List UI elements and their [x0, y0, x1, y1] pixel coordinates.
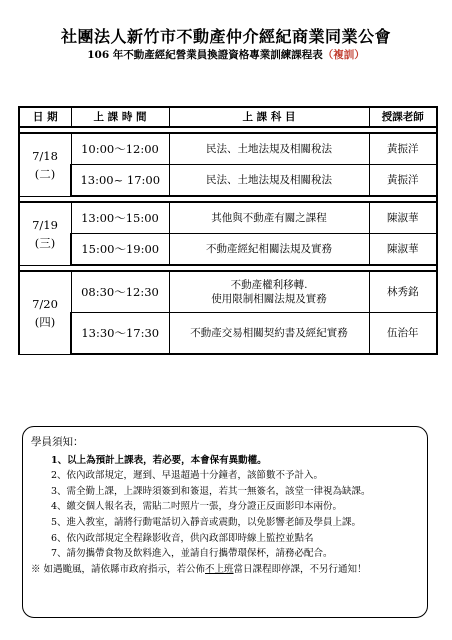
notes-item: 7、請勿攜帶食物及飲料進入，並請自行攜帶環保杯，請務必配合。: [51, 548, 333, 560]
subject-cell: 不動產交易相關契約書及經紀實務: [169, 313, 369, 355]
date-text: 7/19: [32, 217, 58, 232]
typhoon-notice-underlined: 不上班: [205, 563, 234, 575]
col-header-teacher: 授課老師: [369, 107, 437, 127]
table-row: [19, 202, 437, 234]
notes-item: 4、繳交個人報名表，需貼二吋照片一張，身分證正反面影印本兩份。: [51, 501, 343, 513]
course-schedule-table: [18, 106, 438, 355]
subject-line: 不動產權利移轉.: [230, 279, 308, 291]
table-row: [19, 165, 437, 197]
table-header-row: [19, 107, 437, 127]
date-cell: [19, 271, 71, 354]
notes-heading: 學員須知：: [31, 436, 84, 448]
time-cell: 10:00～12:00: [71, 133, 169, 165]
typhoon-notice-post: 當日課程即停課，不另行通知！: [233, 563, 367, 575]
time-cell: 13:30～17:30: [71, 313, 169, 355]
time-cell: 13:00~ 17:00: [71, 165, 169, 197]
subtitle-main: 106 年不動產經紀營業員換證資格專業訓練課程表: [87, 49, 323, 61]
teacher-cell: 黃振洋: [369, 165, 437, 197]
teacher-cell: 伍治年: [369, 313, 437, 355]
notes-item: 2、依內政部規定，遲到、早退超過十分鐘者，該節數不予計入。: [51, 470, 324, 482]
page-title: 社團法人新竹市不動產仲介經紀商業同業公會: [60, 27, 391, 46]
notes-item: 5、進入教室，請將行動電話切入靜音或震動，以免影響老師及學員上課。: [51, 516, 362, 528]
teacher-cell: 陳淑華: [369, 202, 437, 234]
date-text: 7/18: [32, 148, 58, 163]
time-cell: 13:00～15:00: [71, 202, 169, 234]
subtitle-accent: （複訓）: [322, 49, 365, 61]
date-text: 7/20: [32, 296, 58, 311]
subject-line: 使用限制相關法規及實務: [211, 293, 327, 305]
subject-cell: 民法、土地法規及相關稅法: [169, 133, 369, 165]
col-header-date: 日 期: [19, 107, 71, 127]
typhoon-notice-pre: ※ 如遇颱風，請依縣市政府指示，若公佈: [31, 563, 206, 575]
weekday-text: (四): [34, 314, 56, 329]
teacher-cell: 林秀銘: [369, 271, 437, 313]
subject-cell: 其他與不動產有關之課程: [169, 202, 369, 234]
table-row: [19, 313, 437, 355]
notes-item: 6、依內政部規定全程錄影收音，供內政部即時線上監控並點名: [51, 532, 314, 544]
typhoon-notice: [31, 562, 417, 578]
notes-item: 3、需全勤上課，上課時須簽到和簽退，若其一無簽名，該堂一律視為缺課。: [51, 485, 371, 497]
page-subtitle: [0, 47, 452, 62]
notes-item: 1、以上為預計上課表，若必要，本會保有異動權。: [51, 454, 267, 466]
time-cell: 08:30～12:30: [71, 271, 169, 313]
weekday-text: (二): [34, 166, 56, 181]
teacher-cell: 黃振洋: [369, 133, 437, 165]
teacher-cell: 陳淑華: [369, 234, 437, 266]
weekday-text: (三): [34, 235, 56, 250]
table-row: [19, 271, 437, 313]
subject-cell: [169, 271, 369, 313]
table-row: [19, 234, 437, 266]
subject-cell: 民法、土地法規及相關稅法: [169, 165, 369, 197]
notes-box: [22, 426, 428, 618]
date-cell: [19, 133, 71, 196]
time-cell: 15:00～19:00: [71, 234, 169, 266]
date-cell: [19, 202, 71, 265]
col-header-time: 上 課 時 間: [71, 107, 169, 127]
subject-cell: 不動產經紀相關法規及實務: [169, 234, 369, 266]
table-row: [19, 133, 437, 165]
col-header-subject: 上 課 科 目: [169, 107, 369, 127]
